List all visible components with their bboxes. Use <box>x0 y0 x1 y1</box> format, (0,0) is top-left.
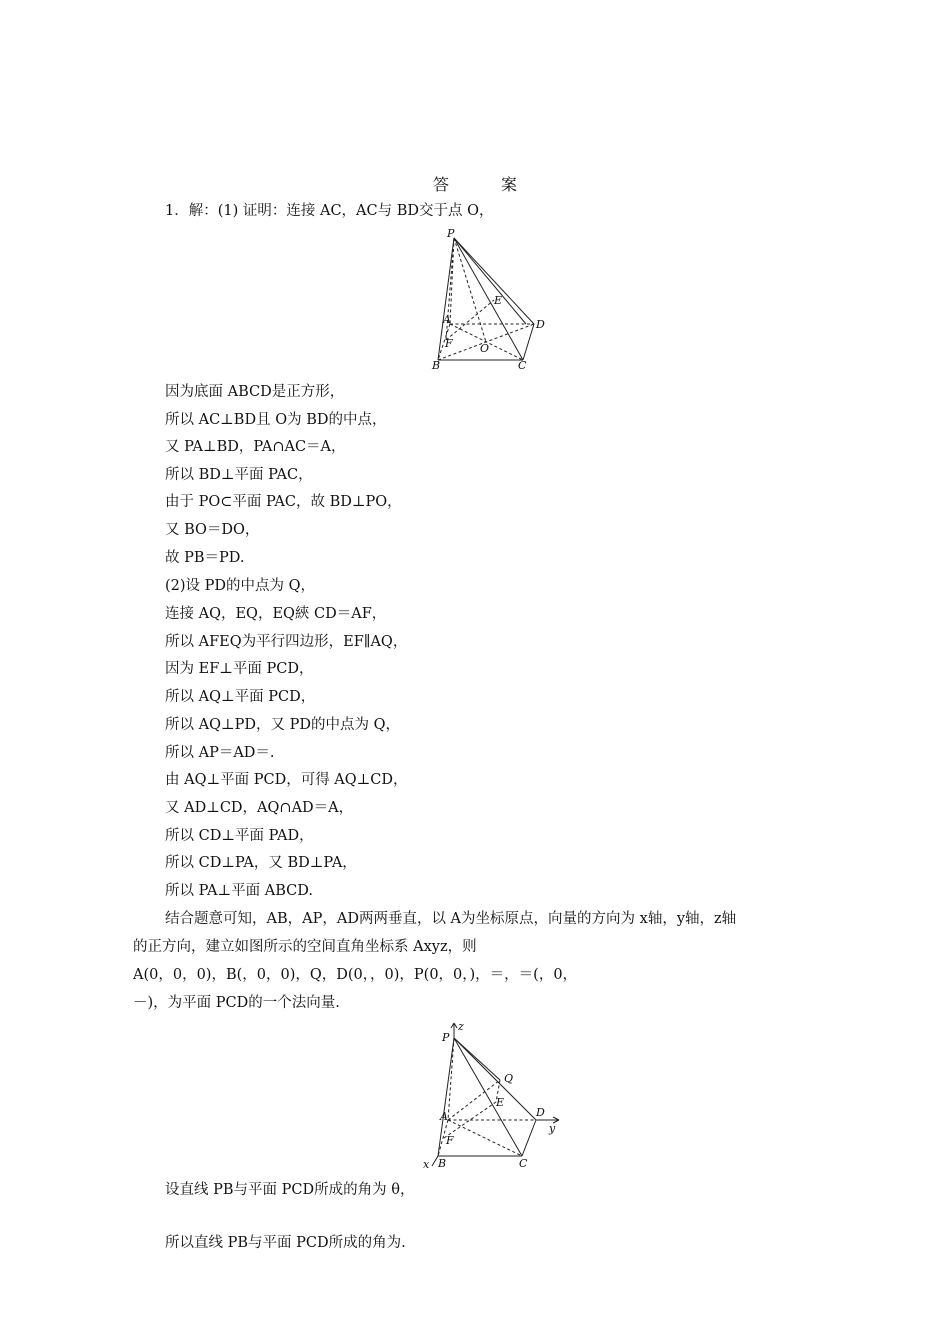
part1-line-1: 因为底面 ABCD是正方形， <box>165 384 345 400</box>
label-y: y <box>549 1122 556 1135</box>
label-f: F <box>445 337 453 350</box>
label-e: E <box>496 1096 505 1109</box>
part2-line-3: 所以 AFEQ为平行四边形，EF∥AQ， <box>165 634 408 650</box>
label-x: x <box>423 1158 430 1171</box>
coord-line-4: －)，为平面 PCD的一个法向量. <box>133 995 340 1011</box>
label-a: A <box>440 1110 448 1123</box>
solution-intro: 1．解：(1) 证明：连接 AC，AC与 BD交于点 O， <box>165 203 494 219</box>
part2-line-12: 所以 PA⊥平面 ABCD. <box>165 883 313 899</box>
label-a: A <box>443 313 451 326</box>
part2-line-8: 由 AQ⊥平面 PCD，可得 AQ⊥CD， <box>165 772 408 788</box>
label-c: C <box>519 1157 528 1170</box>
label-d: D <box>536 1106 545 1119</box>
part1-line-4: 所以 BD⊥平面 PAC， <box>165 467 313 483</box>
label-c: C <box>518 359 527 372</box>
part2-line-2: 连接 AQ，EQ，EQ綊 CD＝AF， <box>165 606 387 622</box>
final-line: 所以直线 PB与平面 PCD所成的角为. <box>165 1235 406 1251</box>
part2-line-11: 所以 CD⊥PA，又 BD⊥PA， <box>165 855 357 871</box>
label-f: F <box>446 1134 454 1147</box>
part2-line-6: 所以 AQ⊥PD，又 PD的中点为 Q， <box>165 717 400 733</box>
label-q: Q <box>504 1072 514 1085</box>
coord-line-1: 结合题意可知，AB，AP，AD两两垂直，以 A为坐标原点，向量的方向为 x轴，y轴，z轴 <box>165 911 737 927</box>
part2-line-7: 所以 AP＝AD＝. <box>165 745 275 761</box>
pyramid-figure-2 <box>418 1020 568 1172</box>
part1-line-3: 又 PA⊥BD，PA∩AC＝A， <box>165 439 346 455</box>
part1-line-2: 所以 AC⊥BD且 O为 BD的中点， <box>165 412 387 428</box>
label-p: P <box>442 1031 450 1044</box>
label-d: D <box>536 318 545 331</box>
part1-line-7: 故 PB＝PD. <box>165 550 245 566</box>
label-e: E <box>494 294 503 307</box>
answer-title: 答 案 <box>432 175 535 194</box>
label-p: P <box>447 228 455 240</box>
label-b: B <box>432 359 441 372</box>
coord-line-2: 的正方向，建立如图所示的空间直角坐标系 Axyz，则 <box>133 939 477 955</box>
part1-line-5: 由于 PO⊂平面 PAC，故 BD⊥PO， <box>165 494 402 510</box>
label-b: B <box>438 1157 447 1170</box>
part2-line-4: 因为 EF⊥平面 PCD， <box>165 661 314 677</box>
label-o: O <box>480 342 490 355</box>
part1-line-6: 又 BO＝DO， <box>165 522 260 538</box>
label-z: z <box>458 1020 464 1033</box>
part2-line-9: 又 AD⊥CD，AQ∩AD＝A， <box>165 800 354 816</box>
angle-line: 设直线 PB与平面 PCD所成的角为 θ， <box>165 1182 415 1198</box>
coord-line-3: A(0，0，0)，B(，0，0)，Q，D(0，，0)，P(0，0，)，＝，＝(，0， <box>133 967 578 983</box>
part2-line-5: 所以 AQ⊥平面 PCD， <box>165 689 316 705</box>
part2-line-10: 所以 CD⊥平面 PAD， <box>165 828 314 844</box>
pyramid-figure-1 <box>428 228 558 373</box>
part2-line-1: (2)设 PD的中点为 Q， <box>165 578 316 594</box>
